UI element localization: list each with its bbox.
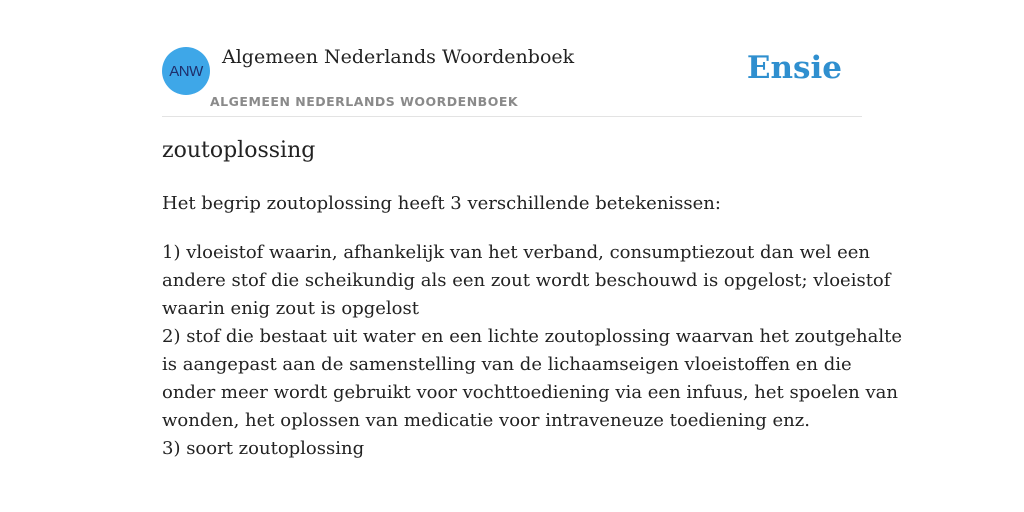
meaning-line: waarin enig zout is opgelost — [162, 298, 419, 319]
ensie-logo-link[interactable]: Ensie — [746, 50, 842, 86]
source-title: Algemeen Nederlands Woordenboek — [222, 46, 575, 68]
meaning-line: is aangepast aan de samenstelling van de lichaamseigen vloeistoffen en die — [162, 354, 852, 375]
meaning-line: 2) stof die bestaat uit water en een lichte zoutoplossing waarvan het zoutgehalte — [162, 326, 902, 347]
headword: zoutoplossing — [162, 138, 316, 163]
meaning-line: 3) soort zoutoplossing — [162, 438, 365, 459]
source-header — [162, 40, 862, 117]
source-subtitle: ALGEMEEN NEDERLANDS WOORDENBOEK — [210, 94, 519, 109]
meanings-intro: Het begrip zoutoplossing heeft 3 verschillende betekenissen: — [162, 193, 721, 214]
anw-logo: ANW — [162, 47, 210, 95]
meaning-line: onder meer wordt gebruikt voor vochttoediening via een infuus, het spoelen van — [162, 382, 898, 403]
meaning-line: 1) vloeistof waarin, afhankelijk van het verband, consumptiezout dan wel een — [162, 242, 871, 263]
meanings-list — [162, 239, 902, 463]
meaning-line: andere stof die scheikundig als een zout wordt beschouwd is opgelost; vloeistof — [162, 270, 891, 291]
meaning-line: wonden, het oplossen van medicatie voor intraveneuze toediening enz. — [162, 410, 810, 431]
